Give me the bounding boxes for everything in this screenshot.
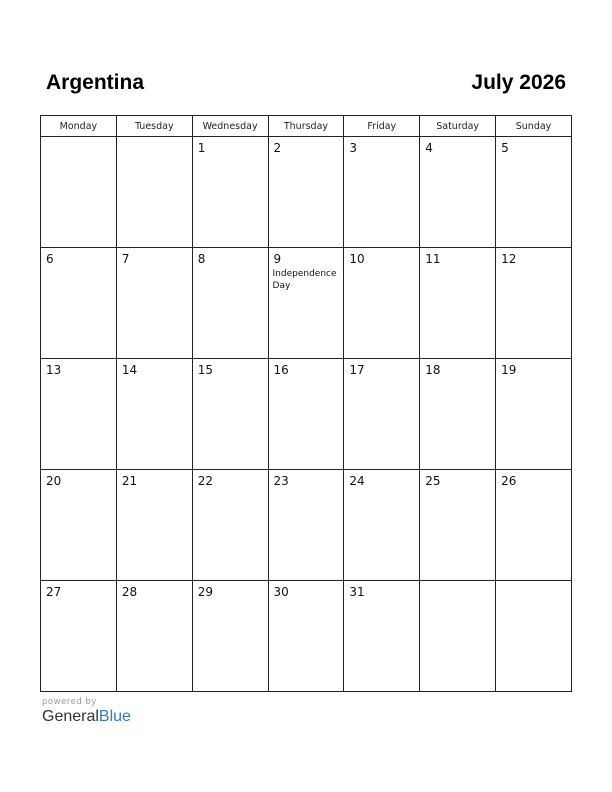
day-number: 1	[197, 141, 206, 155]
day-cell	[268, 470, 344, 581]
day-number: 24	[349, 474, 365, 488]
weekday-header: Sunday	[496, 116, 572, 137]
day-cell	[41, 248, 117, 359]
day-cell	[420, 470, 496, 581]
day-cell	[116, 470, 192, 581]
day-number: 6	[46, 252, 54, 266]
day-cell	[344, 470, 420, 581]
weekday-header: Thursday	[268, 116, 344, 137]
day-number: 19	[501, 363, 517, 377]
day-number: 17	[349, 363, 365, 377]
day-number: 23	[273, 474, 289, 488]
day-cell	[268, 581, 344, 692]
day-cell	[116, 248, 192, 359]
week-row	[41, 137, 572, 248]
day-number: 27	[46, 585, 62, 599]
day-cell	[116, 137, 192, 248]
brand-blue: Blue	[98, 708, 131, 725]
day-number: 20	[46, 474, 62, 488]
week-row	[41, 248, 572, 359]
day-cell	[41, 581, 117, 692]
day-cell	[41, 359, 117, 470]
day-cell	[41, 470, 117, 581]
day-cell	[116, 581, 192, 692]
day-cell	[192, 248, 268, 359]
day-cell	[344, 359, 420, 470]
day-number: 31	[349, 585, 365, 599]
day-number: 10	[349, 252, 365, 266]
day-number: 14	[121, 363, 138, 377]
brand-name	[42, 708, 131, 726]
week-row	[41, 470, 572, 581]
day-number: 25	[425, 474, 441, 488]
day-number: 30	[273, 585, 289, 599]
country-title: Argentina	[46, 71, 145, 94]
day-cell	[420, 248, 496, 359]
powered-by-label: powered by	[42, 697, 97, 707]
calendar-grid	[40, 115, 572, 692]
day-number: 3	[349, 141, 358, 155]
weekday-header-row	[41, 116, 572, 137]
generalblue-logo[interactable]	[42, 697, 131, 726]
day-number: 26	[501, 474, 517, 488]
day-cell	[344, 248, 420, 359]
day-cell	[268, 248, 344, 359]
day-cell	[41, 137, 117, 248]
week-row	[41, 359, 572, 470]
day-number: 21	[121, 474, 138, 488]
week-row	[41, 581, 572, 692]
day-cell	[496, 137, 572, 248]
day-number: 29	[197, 585, 213, 599]
day-cell	[344, 581, 420, 692]
day-number: 7	[121, 252, 130, 266]
day-cell	[420, 359, 496, 470]
day-number: 8	[197, 252, 206, 266]
day-number: 12	[501, 252, 517, 266]
weekday-header: Friday	[344, 116, 420, 137]
day-number	[117, 137, 192, 141]
day-number	[496, 581, 571, 585]
day-number: 11	[425, 252, 441, 266]
weekday-header: Tuesday	[116, 116, 192, 137]
day-cell	[268, 137, 344, 248]
weekday-header: Saturday	[420, 116, 496, 137]
day-cell	[192, 581, 268, 692]
day-cell	[116, 359, 192, 470]
day-cell	[192, 470, 268, 581]
day-number: 15	[197, 363, 213, 377]
day-number: 13	[46, 363, 62, 377]
day-number: 16	[273, 363, 289, 377]
day-cell	[496, 359, 572, 470]
day-number: 5	[501, 141, 509, 155]
day-cell	[496, 470, 572, 581]
weekday-header: Monday	[41, 116, 117, 137]
brand-general: General	[42, 708, 99, 725]
day-number: 2	[273, 141, 282, 155]
month-title: July 2026	[471, 71, 566, 94]
day-cell	[344, 137, 420, 248]
day-number: 28	[121, 585, 138, 599]
holiday-label: Independence Day	[272, 269, 337, 291]
day-cell	[496, 248, 572, 359]
day-cell	[496, 581, 572, 692]
day-number	[420, 581, 495, 585]
day-cell	[420, 137, 496, 248]
day-cell	[192, 137, 268, 248]
day-cell	[268, 359, 344, 470]
weekday-header: Wednesday	[192, 116, 268, 137]
day-number: 4	[425, 141, 433, 155]
day-number: 9	[273, 252, 282, 266]
day-number: 18	[425, 363, 441, 377]
day-number	[41, 137, 116, 141]
day-cell	[420, 581, 496, 692]
day-cell	[192, 359, 268, 470]
day-number: 22	[197, 474, 213, 488]
